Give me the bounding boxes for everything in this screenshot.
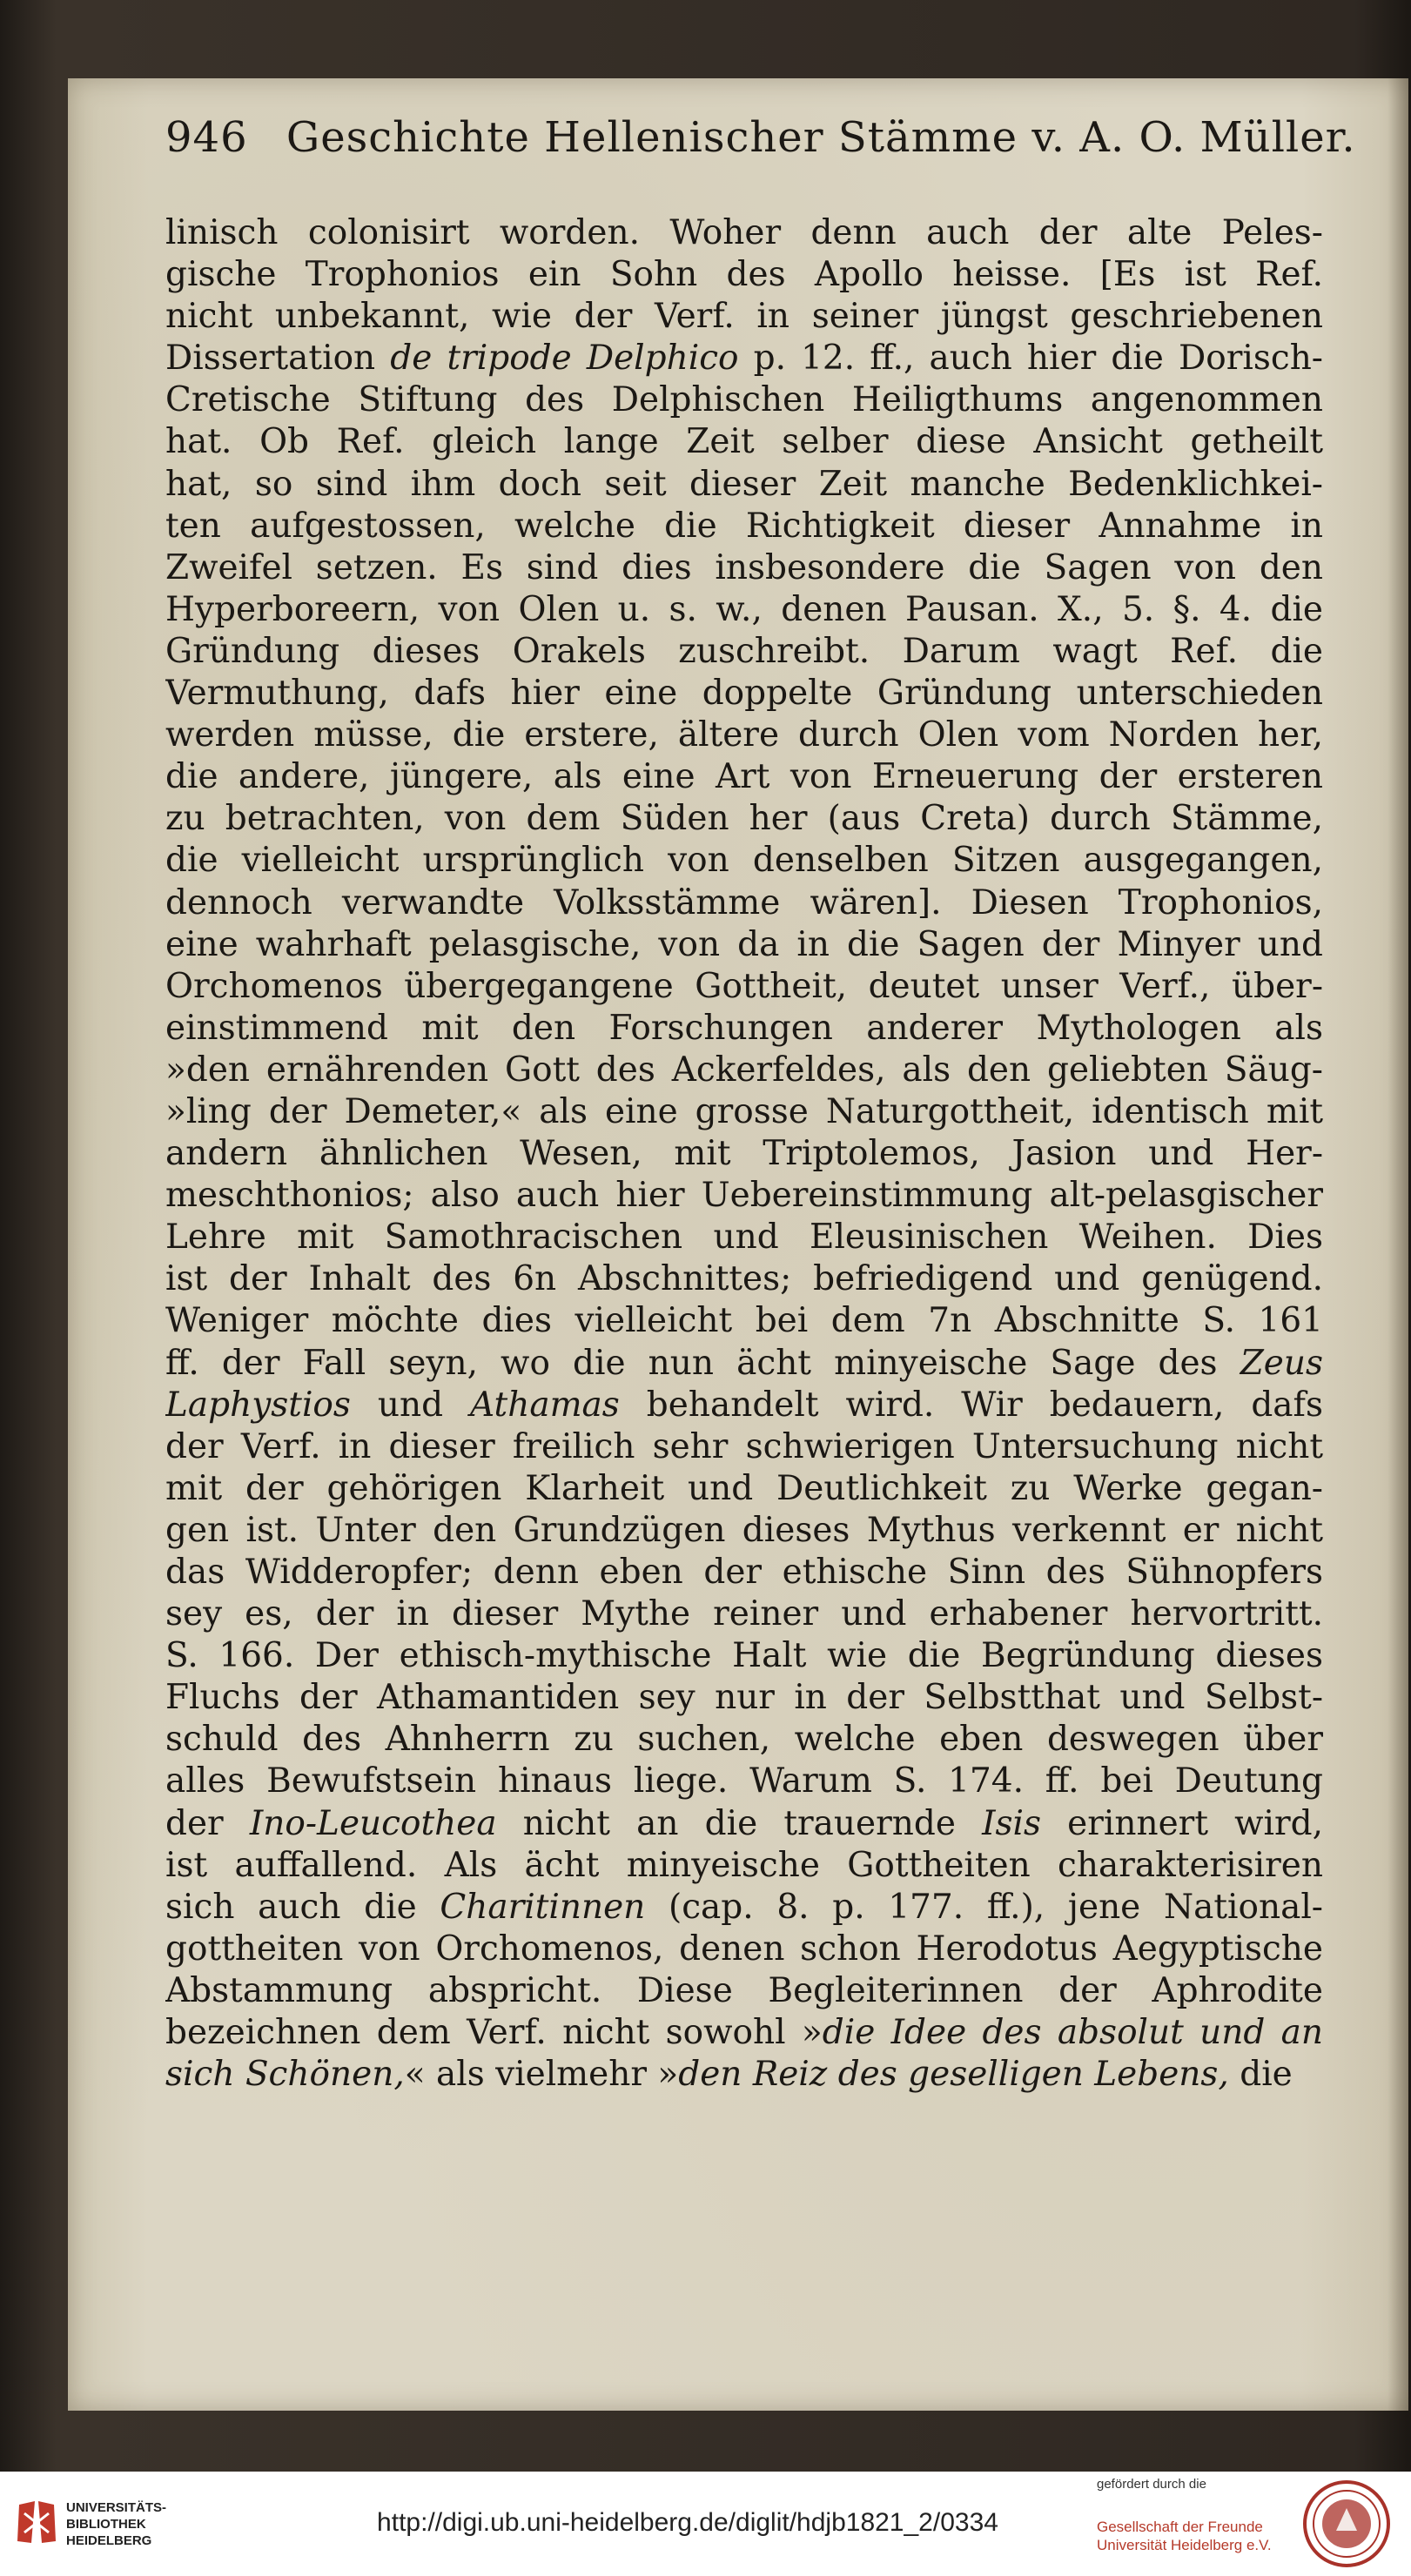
text-segment: meschthonios; also auch hier Uebereinstimmung alt-pelasgischer xyxy=(165,1176,1323,1216)
text-segment: hat, so sind ihm doch seit dieser Zeit manche Bedenklichkei- xyxy=(165,464,1323,504)
text-line xyxy=(165,1385,1323,1426)
text-line xyxy=(165,1761,1323,1802)
text-segment: gottheiten von Orchomenos, denen schon Herodotus Aegyptische xyxy=(165,1929,1323,1969)
text-segment: Fluchs der Athamantiden sey nur in der Selbstthat und Selbst- xyxy=(165,1678,1323,1718)
text-line xyxy=(165,1217,1323,1258)
italic-segment: Ino-Leucothea xyxy=(249,1803,497,1843)
text-segment: »ling der Demeter,« als eine grosse Naturgottheit, identisch mit xyxy=(165,1091,1323,1131)
text-line xyxy=(165,464,1323,506)
ub-heidelberg-logo-icon xyxy=(16,2498,57,2546)
text-line xyxy=(165,421,1323,463)
body-text xyxy=(165,212,1323,2096)
text-segment: Vermuthung, dafs hier eine doppelte Gründung unterschieden xyxy=(165,674,1323,714)
text-segment: Dissertation xyxy=(165,339,391,379)
text-segment: schuld des Ahnherrn zu suchen, welche eben deswegen über xyxy=(165,1720,1323,1760)
library-name: UNIVERSITÄTS- BIBLIOTHEK HEIDELBERG xyxy=(66,2500,167,2548)
text-line xyxy=(165,1845,1323,1887)
text-segment: gen ist. Unter den Grundzügen dieses Mythus verkennt er nicht xyxy=(165,1510,1323,1550)
text-segment: andern ähnlichen Wesen, mit Triptolemos, Jasion und Her- xyxy=(165,1134,1323,1174)
text-segment: der Verf. in dieser freilich sehr schwierigen Untersuchung nicht xyxy=(165,1426,1323,1466)
text-line xyxy=(165,1008,1323,1050)
text-line xyxy=(165,1970,1323,2012)
italic-segment: Laphystios xyxy=(165,1385,351,1425)
university-seal-icon xyxy=(1301,2479,1392,2569)
text-line xyxy=(165,212,1323,254)
text-segment: dennoch verwandte Volksstämme wären]. Diesen Trophonios, xyxy=(165,882,1323,922)
italic-segment: Charitinnen xyxy=(440,1887,646,1927)
text-line xyxy=(165,1133,1323,1175)
text-segment: eine wahrhaft pelasgische, von da in die Sagen der Minyer und xyxy=(165,924,1323,964)
text-line xyxy=(165,840,1323,882)
text-segment: gische Trophonios ein Sohn des Apollo heisse. [Es ist Ref. xyxy=(165,255,1323,295)
permalink-url[interactable]: http://digi.ub.uni-heidelberg.de/diglit/hdjb1821_2/0334 xyxy=(377,2508,998,2537)
italic-segment: die Idee des absolut und an xyxy=(822,2013,1323,2053)
text-line xyxy=(165,924,1323,966)
text-segment: Zweifel setzen. Es sind dies insbesondere die Sagen von den xyxy=(165,547,1323,587)
viewer-footer xyxy=(0,2472,1411,2576)
running-title: Geschichte Hellenischer Stämme v. A. O. Müller. xyxy=(286,113,1356,162)
text-line xyxy=(165,1510,1323,1552)
text-segment: zu betrachten, von dem Süden her (aus Creta) durch Stämme, xyxy=(165,799,1323,839)
text-line xyxy=(165,506,1323,547)
text-line xyxy=(165,1091,1323,1133)
text-line xyxy=(165,547,1323,589)
text-segment: Cretische Stiftung des Delphischen Heiligthums angenommen xyxy=(165,380,1323,420)
text-segment: linisch colonisirt worden. Woher denn auch der alte Peles- xyxy=(165,213,1323,252)
text-segment: und xyxy=(350,1385,471,1425)
text-line xyxy=(165,1552,1323,1593)
text-line xyxy=(165,631,1323,673)
funding-credit[interactable] xyxy=(1097,2477,1306,2554)
text-segment: sich auch die xyxy=(165,1887,440,1927)
text-segment: nicht unbekannt, wie der Verf. in seiner jüngst geschriebenen xyxy=(165,297,1323,337)
text-line xyxy=(165,1343,1323,1385)
text-line xyxy=(165,1258,1323,1300)
text-segment: das Widderopfer; denn eben der ethische Sinn des Sühnopfers xyxy=(165,1553,1323,1592)
text-line xyxy=(165,714,1323,756)
text-segment: ist der Inhalt des 6n Abschnittes; befriedigend und genügend. xyxy=(165,1259,1323,1299)
text-segment: Orchomenos übergegangene Gottheit, deutet unser Verf., über- xyxy=(165,966,1323,1006)
text-segment: erinnert wird, xyxy=(1041,1803,1323,1843)
text-segment: Weniger möchte dies vielleicht bei dem 7n Abschnitte S. 161 xyxy=(165,1301,1323,1341)
text-segment: S. 166. Der ethisch-mythische Halt wie die Begründung dieses xyxy=(165,1636,1323,1676)
text-line xyxy=(165,254,1323,296)
text-line xyxy=(165,1887,1323,1929)
text-line xyxy=(165,798,1323,840)
text-line xyxy=(165,2012,1323,2054)
text-line xyxy=(165,296,1323,338)
text-segment: hat. Ob Ref. gleich lange Zeit selber diese Ansicht getheilt xyxy=(165,422,1323,462)
italic-segment: de tripode Delphico xyxy=(390,339,739,379)
text-segment: ist auffallend. Als ächt minyeische Gottheiten charakterisiren xyxy=(165,1845,1323,1885)
text-segment: alles Bewufstsein hinaus liege. Warum S. 174. ff. bei Deutung xyxy=(165,1761,1323,1801)
text-segment: einstimmend mit den Forschungen anderer Mythologen als xyxy=(165,1008,1323,1048)
text-line xyxy=(165,1300,1323,1342)
text-segment: « als vielmehr » xyxy=(404,2055,679,2095)
text-segment: werden müsse, die erstere, ältere durch Olen vom Norden her, xyxy=(165,715,1323,755)
text-segment: ten aufgestossen, welche die Richtigkeit dieser Annahme in xyxy=(165,506,1323,546)
text-line xyxy=(165,1426,1323,1468)
text-segment: Abstammung abspricht. Diese Begleiterinnen der Aphrodite xyxy=(165,1970,1323,2010)
text-line xyxy=(165,338,1323,379)
page-number: 946 xyxy=(165,113,248,162)
text-segment: die vielleicht ursprünglich von denselben Sitzen ausgegangen, xyxy=(165,841,1323,881)
italic-segment: sich Schönen, xyxy=(165,2055,405,2095)
text-line xyxy=(165,1803,1323,1845)
text-line xyxy=(165,589,1323,631)
italic-segment: den Reiz des geselligen Lebens, xyxy=(678,2055,1229,2095)
text-segment: der xyxy=(165,1803,250,1843)
text-segment: die andere, jüngere, als eine Art von Erneuerung der ersteren xyxy=(165,757,1323,797)
library-logo[interactable] xyxy=(16,2491,181,2560)
funding-org-line-1: Gesellschaft der Freunde xyxy=(1097,2519,1263,2535)
text-line xyxy=(165,756,1323,798)
text-segment: p. 12. ff., auch hier die Dorisch- xyxy=(738,339,1323,379)
text-line xyxy=(165,1719,1323,1761)
italic-segment: Isis xyxy=(982,1803,1041,1843)
text-segment: (cap. 8. p. 177. ff.), jene National- xyxy=(645,1887,1323,1927)
italic-segment: Athamas xyxy=(470,1385,620,1425)
text-line xyxy=(165,966,1323,1008)
text-line xyxy=(165,882,1323,924)
page-edge-shadow xyxy=(1387,78,1408,2411)
funding-org-line-2: Universität Heidelberg e.V. xyxy=(1097,2537,1272,2553)
text-line xyxy=(165,379,1323,421)
text-segment: Hyperboreern, von Olen u. s. w., denen Pausan. X., 5. §. 4. die xyxy=(165,589,1323,629)
text-segment: die xyxy=(1228,2055,1293,2095)
text-line xyxy=(165,1050,1323,1091)
text-segment: mit der gehörigen Klarheit und Deutlichkeit zu Werke gegan- xyxy=(165,1468,1323,1508)
text-line xyxy=(165,1593,1323,1635)
running-head xyxy=(165,113,1356,162)
text-segment: »den ernährenden Gott des Ackerfeldes, als den geliebten Säug- xyxy=(165,1050,1323,1090)
text-line xyxy=(165,1175,1323,1217)
text-segment: ff. der Fall seyn, wo die nun ächt minyeische Sage des xyxy=(165,1343,1240,1383)
text-segment: nicht an die trauernde xyxy=(496,1803,983,1843)
text-line xyxy=(165,1929,1323,1970)
text-line xyxy=(165,1635,1323,1677)
text-segment: sey es, der in dieser Mythe reiner und erhabener hervortritt. xyxy=(165,1594,1323,1634)
text-line xyxy=(165,1677,1323,1719)
text-segment: behandelt wird. Wir bedauern, dafs xyxy=(619,1385,1323,1425)
text-segment: Lehre mit Samothracischen und Eleusinischen Weihen. Dies xyxy=(165,1218,1323,1258)
text-segment: bezeichnen dem Verf. nicht sowohl » xyxy=(165,2013,823,2053)
text-line xyxy=(165,673,1323,714)
text-line xyxy=(165,2054,1323,2096)
italic-segment: Zeus xyxy=(1240,1343,1323,1383)
funding-label: gefördert durch die xyxy=(1097,2477,1206,2492)
text-segment: Gründung dieses Orakels zuschreibt. Darum wagt Ref. die xyxy=(165,631,1323,671)
text-line xyxy=(165,1468,1323,1510)
